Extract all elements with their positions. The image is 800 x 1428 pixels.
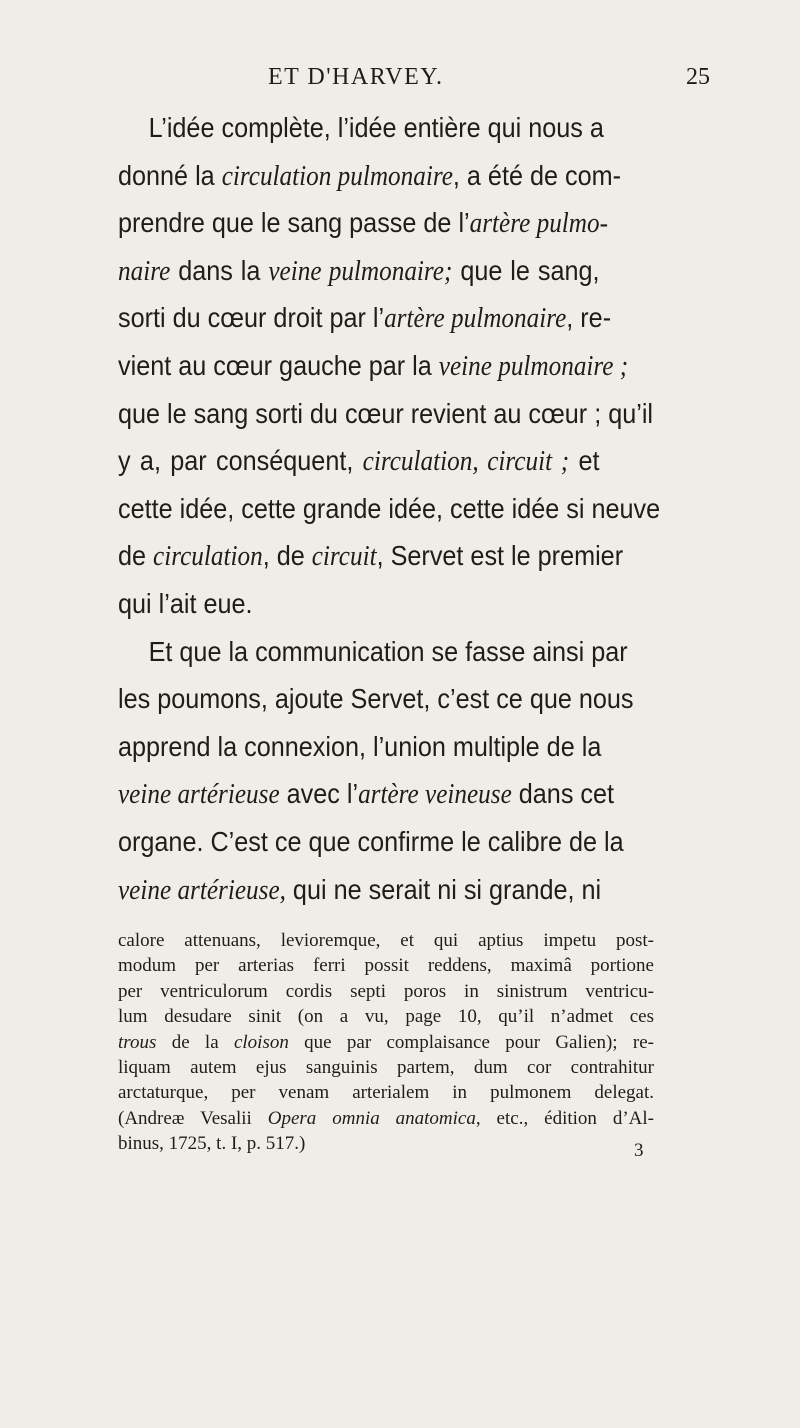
text-run: Et que la communication se fasse ainsi par bbox=[148, 635, 628, 667]
text-line bbox=[118, 1080, 654, 1105]
italic-run: circuit bbox=[311, 541, 377, 573]
text-run: que par complaisance pour Galien); re- bbox=[288, 1031, 654, 1053]
text-run: arctaturque, per venam arterialem in pulmonem delegat. bbox=[118, 1082, 654, 1104]
text-run: organe. C’est ce que confirme le calibre de la bbox=[118, 825, 624, 857]
italic-run: circulation, circuit ; bbox=[362, 446, 570, 478]
text-run: prendre que le sang passe de l’ bbox=[118, 207, 470, 239]
text-run: per ventriculorum cordis septi poros in sinistrum ventricu- bbox=[118, 980, 654, 1002]
text-line bbox=[118, 247, 600, 295]
text-line bbox=[118, 928, 654, 953]
italic-run: circulation bbox=[153, 541, 263, 573]
text-line bbox=[118, 152, 622, 200]
text-run: y a, par conséquent, bbox=[118, 445, 363, 477]
text-run: lum desudare sinit (on a vu, page 10, qu’il n’admet ces bbox=[118, 1006, 654, 1028]
italic-run: circulation pulmonaire bbox=[221, 160, 453, 192]
running-header bbox=[140, 64, 710, 104]
italic-run: naire bbox=[118, 255, 171, 287]
text-run: avec l’ bbox=[279, 778, 359, 810]
text-line bbox=[118, 723, 600, 771]
text-line bbox=[118, 675, 634, 723]
text-run: vient au cœur gauche par la bbox=[118, 349, 439, 381]
text-run: L’idée complète, l’idée entière qui nous a bbox=[148, 112, 604, 143]
text-run: , a été de com- bbox=[452, 159, 622, 191]
text-line bbox=[118, 485, 661, 533]
text-line bbox=[118, 532, 624, 580]
italic-run: artère pulmonaire bbox=[384, 303, 567, 335]
text-line bbox=[118, 1131, 654, 1156]
text-run: donné la bbox=[118, 159, 222, 191]
italic-run: artère pulmo- bbox=[469, 208, 608, 240]
text-line bbox=[118, 580, 600, 628]
text-run: cette idée, cette grande idée, cette idée si neuve bbox=[118, 492, 661, 524]
italic-run: veine artérieuse, bbox=[118, 874, 286, 906]
text-line bbox=[118, 1004, 654, 1029]
text-run: apprend la connexion, l’union multiple de la bbox=[118, 730, 602, 762]
text-line bbox=[118, 770, 615, 818]
text-run: , etc., édition d’Al- bbox=[475, 1107, 654, 1129]
paragraph-1 bbox=[118, 104, 661, 628]
text-line bbox=[118, 866, 600, 914]
italic-run: veine pulmonaire; bbox=[268, 255, 453, 287]
italic-run: veine artérieuse bbox=[118, 779, 280, 811]
italic-run: veine pulmonaire ; bbox=[438, 350, 629, 382]
text-line bbox=[118, 628, 628, 676]
italic-run: artère veineuse bbox=[358, 779, 512, 811]
text-run: de bbox=[118, 540, 154, 572]
footnote bbox=[118, 928, 654, 1157]
text-line bbox=[118, 104, 604, 152]
italic-run: cloison bbox=[233, 1031, 289, 1053]
text-run: dans cet bbox=[511, 778, 615, 810]
running-title: ET D'HARVEY. bbox=[268, 64, 444, 90]
main-text bbox=[118, 104, 661, 913]
text-run: , Servet est le premier bbox=[376, 540, 624, 572]
paragraph-2 bbox=[118, 628, 634, 914]
text-run: que le sang, bbox=[452, 254, 600, 286]
text-run: et bbox=[569, 445, 600, 477]
text-line bbox=[118, 818, 624, 866]
text-run: que le sang sorti du cœur revient au cœur ; qu’il bbox=[118, 397, 654, 429]
italic-run: trous bbox=[118, 1031, 157, 1053]
text-line bbox=[118, 1055, 654, 1080]
text-line bbox=[118, 1106, 654, 1131]
text-run: , de bbox=[262, 540, 312, 572]
text-run: modum per arterias ferri possit reddens, maximâ portione bbox=[118, 955, 654, 977]
text-run: (Andreæ Vesalii bbox=[118, 1107, 268, 1129]
text-run: binus, 1725, t. I, p. 517.) bbox=[118, 1133, 306, 1155]
text-line bbox=[118, 979, 654, 1004]
text-run: sorti du cœur droit par l’ bbox=[118, 302, 385, 334]
text-line bbox=[118, 437, 600, 485]
signature-mark: 3 bbox=[634, 1140, 644, 1161]
text-line bbox=[118, 199, 608, 247]
text-line bbox=[118, 342, 629, 390]
text-run: liquam autem ejus sanguinis partem, dum cor contrahitur bbox=[118, 1056, 654, 1078]
text-line bbox=[118, 1030, 654, 1055]
text-run: de la bbox=[156, 1031, 234, 1053]
text-run: dans la bbox=[170, 254, 269, 286]
text-run: les poumons, ajoute Servet, c’est ce que nous bbox=[118, 683, 634, 715]
text-run: , re- bbox=[566, 302, 612, 334]
text-line bbox=[118, 390, 654, 438]
text-line bbox=[118, 953, 654, 978]
page-number: 25 bbox=[686, 64, 710, 90]
text-run: qui ne serait ni si grande, ni bbox=[285, 873, 602, 905]
text-run: calore attenuans, levioremque, et qui aptius impetu post- bbox=[118, 930, 654, 951]
text-line bbox=[118, 294, 612, 342]
text-run: qui l’ait eue. bbox=[118, 587, 253, 619]
italic-run: Opera omnia anatomica bbox=[267, 1107, 476, 1129]
